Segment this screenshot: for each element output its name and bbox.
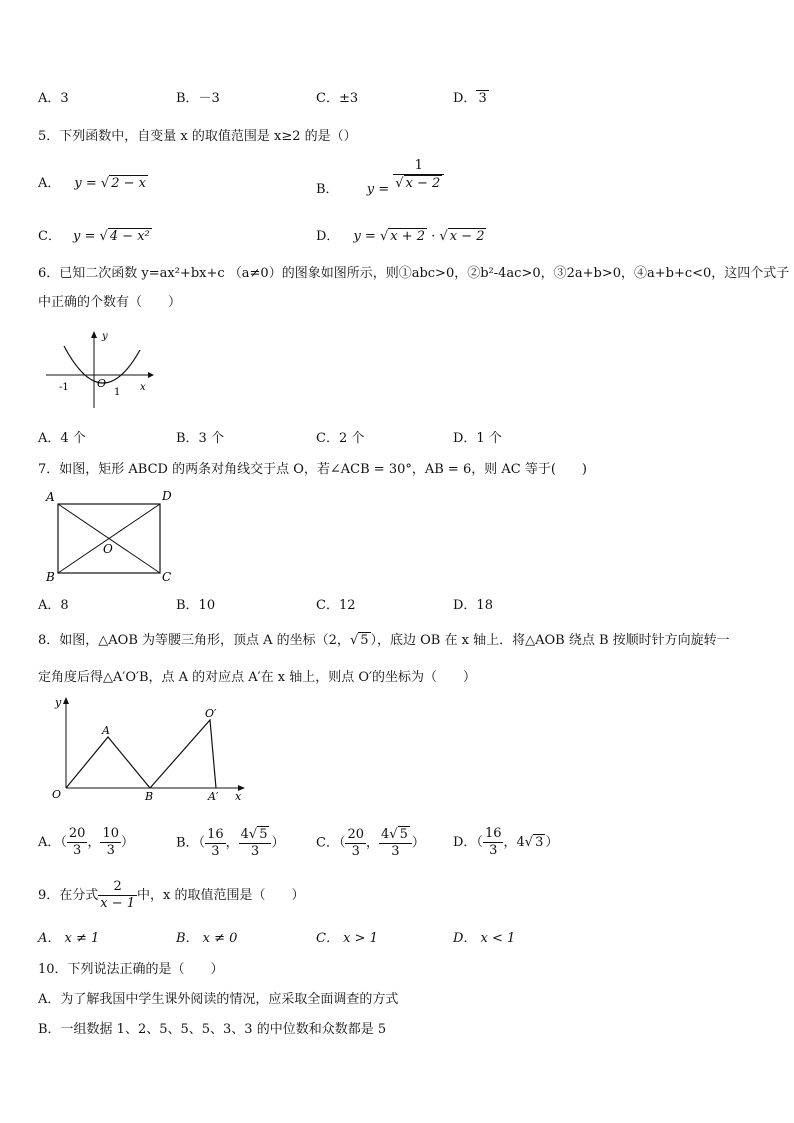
q6-options	[0, 427, 794, 449]
q4-option-d: D． 3	[453, 91, 487, 106]
q6-option-a: A．4 个	[38, 431, 86, 446]
q8-rotation-figure	[40, 692, 250, 804]
q5-option-b: B． y = $\frac{1}{√ x - 2}$	[316, 158, 444, 192]
q6-option-c: C．2 个	[316, 431, 365, 446]
q7-rectangle-figure	[40, 486, 190, 584]
q8-option-a: A．（ $\frac{20}{3}$ ， $\frac{10}{3}$ ）	[38, 826, 135, 858]
q8-option-c: C．（ $\frac{20}{3}$ ， $\frac{4√ 5}{3}$ ）	[316, 826, 425, 859]
q6-one-label: 1	[114, 387, 121, 398]
q7-stem: 7．如图，矩形 ABCD 的两条对角线交于点 O，若∠ACB = 30°，AB = 6，则 AC 等于( )	[38, 462, 587, 477]
q7-option-a: A．8	[38, 598, 69, 613]
q6-y-label: y	[102, 331, 108, 342]
q10-stem: 10．下列说法正确的是（ ）	[38, 962, 224, 977]
q8-b-label: B	[145, 790, 154, 803]
q6-stem-line1: 6．已知二次函数 y=ax²+bx+c （a≠0）的图象如图所示，则①abc>0，②b²-4ac>0，③2a+b>0，④a+b+c<0，这四个式子	[38, 266, 790, 281]
q7-options	[0, 594, 794, 616]
q10-option-b: B．一组数据 1、2、5、5、5、3、3 的中位数和众数都是 5	[38, 1022, 387, 1037]
q5-option-c: C． y = √ 4 − x²	[38, 229, 150, 244]
q7-option-b: B．10	[176, 598, 216, 613]
q6-neg1-label: -1	[59, 382, 69, 393]
q4-option-b: B．－3	[176, 91, 220, 106]
q6-option-d: D．1 个	[453, 431, 502, 446]
q9-options	[0, 927, 794, 949]
q9-stem: 9．在分式 $\frac{2}{x - 1}$ 中，x 的取值范围是（ ）	[38, 879, 305, 911]
q6-origin-label: O	[97, 377, 107, 390]
q9-option-b: B． x ≠ 0	[176, 931, 238, 946]
q7-label-a: A	[46, 490, 55, 504]
q9-option-a: A． x ≠ 1	[38, 931, 100, 946]
q7-label-c: C	[162, 570, 172, 584]
q7-label-o: O	[103, 542, 113, 556]
q8-option-d: D．（ $\frac{16}{3}$ ，4√ 3 ）	[453, 826, 559, 858]
q7-label-d: D	[162, 489, 172, 503]
q4-options	[0, 87, 794, 109]
q9-option-c: C． x > 1	[316, 931, 378, 946]
q8-y-label: y	[55, 696, 62, 709]
q8-a-label: A	[102, 724, 110, 737]
q10-option-a: A．为了解我国中学生课外阅读的情况，应采取全面调查的方式	[38, 992, 399, 1007]
q6-option-b: B．3 个	[176, 431, 224, 446]
q7-option-d: D．18	[453, 598, 493, 613]
q8-o-label: O	[52, 788, 62, 801]
q4-option-c: C．±3	[316, 91, 359, 106]
q9-option-d: D． x < 1	[453, 931, 516, 946]
q8-o-prime-label: O′	[205, 707, 217, 720]
q5-option-d: D． y = √ x + 2 · √ x − 2	[316, 229, 485, 244]
q7-label-b: B	[46, 570, 55, 584]
q6-stem-line2: 中正确的个数有（ ）	[38, 295, 182, 310]
q8-a-prime-label: A′	[208, 790, 219, 803]
q4-option-a: A．3	[38, 91, 69, 106]
q5-option-a: A． y = √ 2 − x	[38, 176, 146, 191]
q8-stem-line2: 定角度后得△A′O′B，点 A 的对应点 A′在 x 轴上，则点 O′的坐标为（ ）	[38, 670, 476, 685]
q8-option-b: B．（ $\frac{16}{3}$ ， $\frac{4√ 5}{3}$ ）	[176, 826, 285, 859]
q6-parabola-graph	[40, 328, 155, 410]
q7-option-c: C．12	[316, 598, 356, 613]
q6-x-label: x	[140, 382, 146, 393]
q8-x-label: x	[235, 790, 242, 803]
q8-stem-line1: 8．如图，△AOB 为等腰三角形，顶点 A 的坐标（2，√ 5 ），底边 OB 在 x 轴上．将△AOB 绕点 B 按顺时针方向旋转一	[38, 633, 730, 648]
q5-stem: 5．下列函数中，自变量 x 的取值范围是 x≥2 的是（）	[38, 129, 357, 144]
